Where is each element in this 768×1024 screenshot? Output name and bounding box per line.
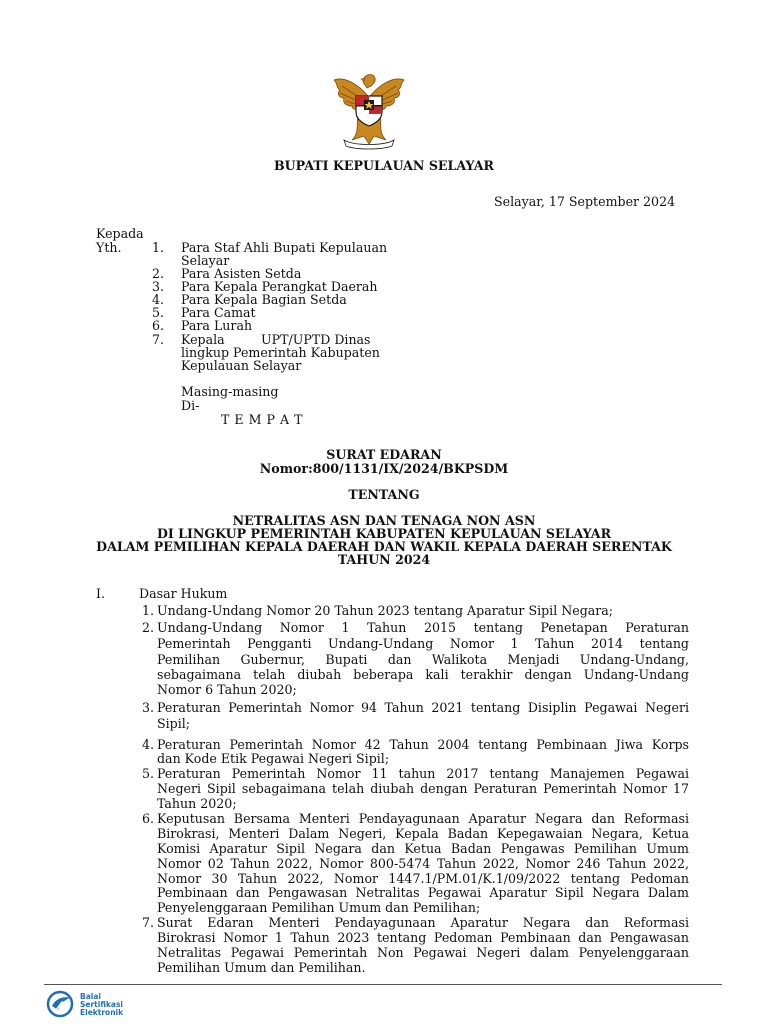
law-num: 4. — [141, 737, 154, 752]
subject-line: NETRALITAS ASN DAN TENAGA NON ASN — [232, 513, 536, 528]
law-item: sebagaimana telah diubah beberapa kali terakhir dengan Undang-Undang — [157, 667, 689, 682]
law-num: 5. — [141, 766, 154, 781]
recipient-item: Selayar — [181, 253, 230, 268]
garuda-emblem-icon — [330, 66, 408, 150]
law-item: Tahun 2020; — [157, 796, 237, 811]
law-item: Surat Edaran Menteri Pendayagunaan Aparatur Negara dan Reformasi — [157, 915, 689, 930]
recipient-num: 6. — [151, 318, 164, 333]
law-item: Negeri Sipil sebagaimana telah diubah dengan Peraturan Pemerintah Nomor 17 — [157, 781, 689, 796]
recipient-num: 1. — [151, 240, 164, 255]
recipient-num: 5. — [151, 305, 164, 320]
letterhead-title: BUPATI KEPULAUAN SELAYAR — [274, 158, 494, 173]
footer-divider — [44, 984, 722, 985]
section-roman: I. — [96, 586, 105, 601]
law-item: Peraturan Pemerintah Nomor 42 Tahun 2004 tentang Pembinaan Jiwa Korps — [157, 737, 689, 752]
law-item: Nomor 02 Tahun 2022, Nomor 800-5474 Tahun 2022, Nomor 246 Tahun 2022, — [157, 856, 689, 871]
footer-logo-text: Elektronik — [80, 1008, 124, 1017]
law-num: 2. — [141, 620, 154, 635]
law-item: Nomor 6 Tahun 2020; — [157, 682, 297, 697]
di-label: Di- — [181, 398, 200, 413]
law-num: 6. — [141, 811, 154, 826]
recipient-item: Para Camat — [181, 305, 256, 320]
law-item: Sipil; — [157, 716, 191, 731]
law-item: Undang-Undang Nomor 20 Tahun 2023 tentang Aparatur Sipil Negara; — [157, 603, 614, 618]
tempat-label: T E M P A T — [221, 412, 303, 427]
kepada-label: Kepada — [96, 226, 144, 241]
subject-line: DI LINGKUP PEMERINTAH KABUPATEN KEPULAUAN SELAYAR — [156, 526, 612, 541]
law-item: Nomor 30 Tahun 2022, Nomor 1447.1/PM.01/K.1/09/2022 tentang Pedoman — [157, 871, 689, 886]
recipient-item: lingkup Pemerintah Kabupaten — [181, 345, 380, 360]
recipient-num: 7. — [151, 332, 164, 347]
recipient-item: Para Kepala Bagian Setda — [181, 292, 347, 307]
recipient-item-inline: UPT/UPTD Dinas — [261, 332, 371, 347]
footer-logo-text: Sertifikasi — [80, 1000, 123, 1009]
section-title: Dasar Hukum — [139, 586, 228, 601]
recipient-num: 2. — [151, 266, 164, 281]
law-item: Netralitas Pegawai Pemerintah Non Pegawai Negeri dalam Penyelenggaraan — [157, 945, 689, 960]
law-item: Pemilihan Gubernur, Bupati dan Walikota Menjadi Undang-Undang, — [157, 652, 689, 667]
law-item: Komisi Aparatur Sipil Negara dan Ketua Badan Pengawas Pemilihan Umum — [157, 841, 689, 856]
recipient-num: 3. — [151, 279, 164, 294]
recipient-item: Para Kepala Perangkat Daerah — [181, 279, 378, 294]
law-item: dan Kode Etik Pegawai Negeri Sipil; — [157, 751, 390, 766]
footer-logo-text: Balai — [80, 992, 101, 1001]
tentang-label: TENTANG — [348, 487, 420, 502]
law-num: 3. — [141, 700, 154, 715]
law-num: 1. — [141, 603, 154, 618]
law-item: Peraturan Pemerintah Nomor 11 tahun 2017 tentang Manajemen Pegawai — [157, 766, 689, 781]
recipient-item: Para Lurah — [181, 318, 253, 333]
recipient-num: 4. — [151, 292, 164, 307]
law-item: Undang-Undang Nomor 1 Tahun 2015 tentang Penetapan Peraturan — [157, 620, 689, 635]
bse-logo-icon — [46, 990, 76, 1018]
subject-line: TAHUN 2024 — [337, 552, 431, 567]
law-item: Pemerintah Pengganti Undang-Undang Nomor 1 Tahun 2014 tentang — [157, 636, 689, 651]
recipient-item: Kepulauan Selayar — [181, 358, 302, 373]
law-item: Birokrasi, Menteri Dalam Negeri, Kepala Badan Kepegawaian Negara, Ketua — [157, 826, 689, 841]
recipient-item: Kepala — [181, 332, 225, 347]
document-type: SURAT EDARAN — [326, 447, 442, 462]
law-num: 7. — [141, 915, 154, 930]
recipient-item: Para Staf Ahli Bupati Kepulauan — [181, 240, 388, 255]
yth-label: Yth. — [96, 240, 122, 255]
place-date: Selayar, 17 September 2024 — [494, 194, 676, 209]
law-item: Pemilihan Umum dan Pemilihan. — [157, 960, 366, 975]
masing-masing: Masing-masing — [181, 384, 279, 399]
recipient-item: Para Asisten Setda — [181, 266, 302, 281]
law-item: Peraturan Pemerintah Nomor 94 Tahun 2021 tentang Disiplin Pegawai Negeri — [157, 700, 689, 715]
law-item: Penyelenggaraan Pemilihan Umum dan Pemilihan; — [157, 900, 481, 915]
law-item: Pembinaan dan Pengawasan Netralitas Pegawai Aparatur Sipil Negara Dalam — [157, 885, 689, 900]
subject-line: DALAM PEMILIHAN KEPALA DAERAH DAN WAKIL KEPALA DAERAH SERENTAK — [96, 539, 672, 554]
law-item: Birokrasi Nomor 1 Tahun 2023 tentang Pedoman Pembinaan dan Pengawasan — [157, 930, 689, 945]
document-number: Nomor:800/1131/IX/2024/BKPSDM — [259, 461, 509, 476]
law-item: Keputusan Bersama Menteri Pendayagunaan Aparatur Negara dan Reformasi — [157, 811, 689, 826]
